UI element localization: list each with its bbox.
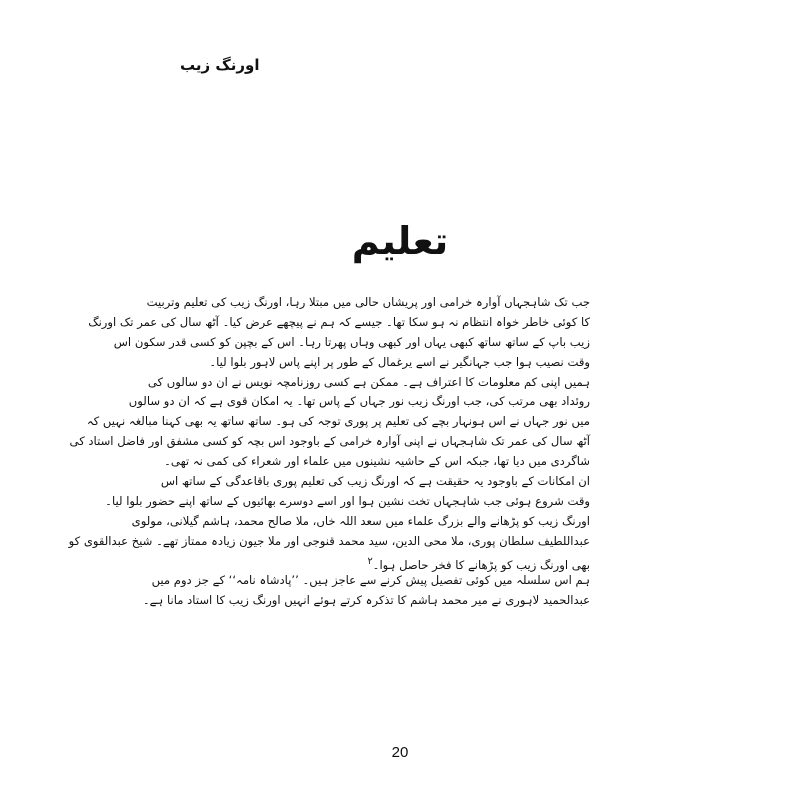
paragraph-3 xyxy=(105,472,590,512)
text-line: وقت شروع ہوئی جب شاہجہاں تخت نشین ہوا اور اسے دوسرے بھائیوں کے ساتھ اپنے حضور بلوا لیا۔ xyxy=(105,493,590,508)
text-line: میں نور جہاں نے اس ہونہار بچے کی تعلیم پر پوری توجہ کی ہو۔ ساتھ ساتھ یہ بھی کہنا مبالغہ نہیں کہ xyxy=(86,414,590,429)
text-line-with-footnote xyxy=(208,552,590,572)
text-line: جب تک شاہجہاں آوارہ خرامی اور پریشاں حالی میں مبتلا رہا، اورنگ زیب کی تعلیم وتربیت xyxy=(146,295,590,309)
text-line: ہم اس سلسلہ میں کوئی تفصیل پیش کرنے سے عاجز ہیں۔ ’’پادشاہ نامہ‘‘ کے جز دوم میں xyxy=(151,573,590,588)
text-line: ان امکانات کے باوجود یہ حقیقت ہے کہ اورنگ زیب کی تعلیم پوری باقاعدگی کے ساتھ اس xyxy=(160,474,590,489)
page-number: 20 xyxy=(391,744,409,761)
paragraph-2 xyxy=(69,373,590,472)
running-header: اورنگ زیب xyxy=(180,56,260,74)
text-line: عبدالحمید لاہوری نے میر محمد ہاشم کا تذکرہ کرتے ہوئے انہیں اورنگ زیب کا استاد مانا ہے۔ xyxy=(142,593,590,608)
footnote-marker: ۲ xyxy=(367,555,373,567)
text-segment: بھی اورنگ زیب کو پڑھانے کا فخر حاصل ہوا۔ xyxy=(372,557,590,572)
text-line: اورنگ زیب کو پڑھانے والے بزرگ علماء میں سعد اللہ خاں، ملا صالح محمد، ہاشم گیلانی، مولوی xyxy=(131,513,590,528)
text-line: روئداد بھی مرتب کی، جب اورنگ زیب نور جہاں کے پاس تھا۔ یہ امکان قوی ہے کہ ان دو سالوں xyxy=(128,394,590,409)
text-line: آٹھ سال کی عمر تک شاہجہاں نے اپنی آوارہ خرامی کے باوجود اس بچہ کو کسی مشفق اور فاضل استاد کی xyxy=(69,434,590,449)
text-line: وقت نصیب ہوا جب جہانگیر نے اسے یرغمال کے طور پر اپنے پاس لاہور بلوا لیا۔ xyxy=(209,354,590,369)
paragraph-1 xyxy=(88,293,590,373)
text-line: زیب باپ کے ساتھ ساتھ کبھی یہاں اور کبھی وہاں پھرتا رہا۔ اس کے بچپن کو کسی قدر سکون اس xyxy=(113,334,590,349)
chapter-title: تعلیم xyxy=(351,219,449,263)
body-text xyxy=(68,293,590,611)
paragraph-5 xyxy=(142,571,590,611)
text-line: ہمیں اپنی کم معلومات کا اعتراف ہے۔ ممکن ہے کسی روزنامچہ نویس نے ان دو سالوں کی xyxy=(147,374,590,389)
text-line: عبداللطیف سلطان پوری، ملا محی الدین، سید محمد قنوجی اور ملا جیون زیادہ ممتاز تھے۔ شیخ عبدالقوی کو xyxy=(68,533,590,548)
text-line: شاگردی میں دیا تھا، جبکہ اس کے حاشیہ نشینوں میں علماء اور شعراء کی کمی نہ تھی۔ xyxy=(164,454,590,469)
paragraph-4 xyxy=(68,512,590,572)
text-line: کا کوئی خاطر خواہ انتظام نہ ہو سکا تھا۔ جیسے کہ ہم نے پیچھے عرض کیا۔ آٹھ سال کی عمر تک اورنگ xyxy=(88,314,590,329)
